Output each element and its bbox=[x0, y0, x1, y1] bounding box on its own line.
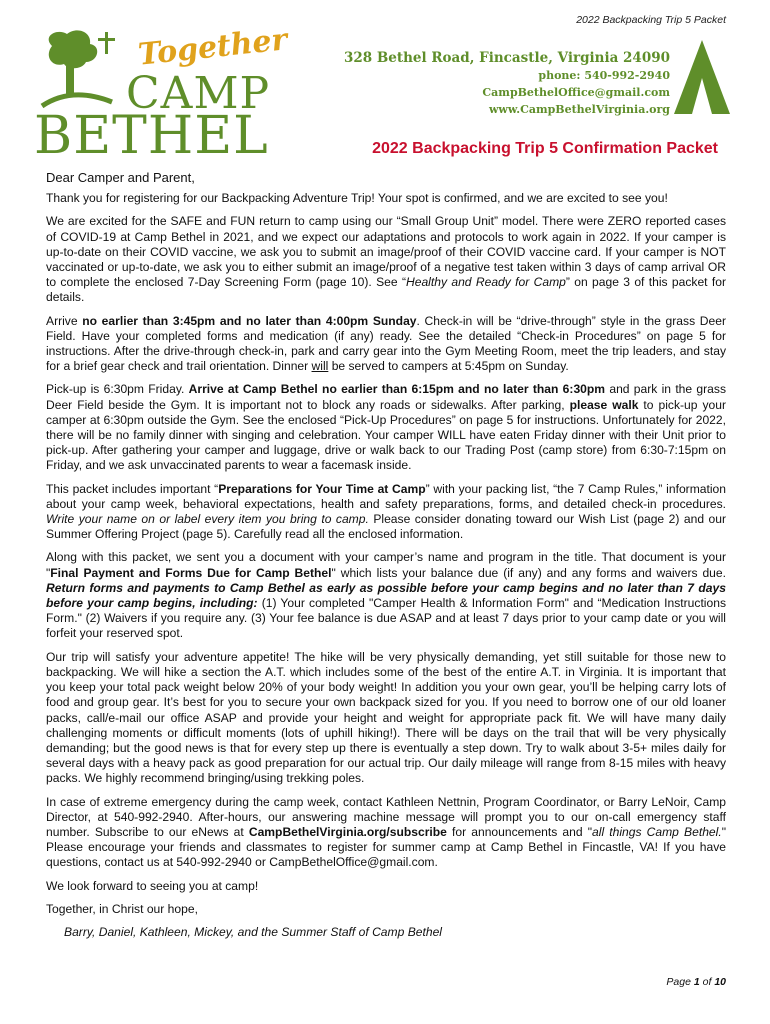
running-header: 2022 Backpacking Trip 5 Packet bbox=[576, 14, 726, 26]
subscribe-link[interactable]: CampBethelVirginia.org/subscribe bbox=[248, 824, 447, 839]
tent-logo-icon bbox=[672, 38, 732, 116]
text-bold: no earlier than 3:45pm and no later than 4:00pm Sunday bbox=[82, 313, 417, 328]
text: Pick-up is 6:30pm Friday. bbox=[46, 382, 189, 397]
letter-body bbox=[46, 170, 726, 948]
email: CampBethelOffice@gmail.com bbox=[482, 86, 670, 99]
paragraph-thanks: Thank you for registering for our Backpacking Adventure Trip! Your spot is confirmed, and we are excited to see you! bbox=[46, 191, 668, 206]
paragraph-closing: We look forward to seeing you at camp! bbox=[46, 878, 259, 893]
text-bold: Final Payment and Forms Due for Camp Bethel bbox=[50, 565, 332, 580]
text-bold: Arrive at Camp Bethel no earlier than 6:15pm and no later than 6:30pm bbox=[188, 382, 606, 397]
page-title: 2022 Backpacking Trip 5 Confirmation Packet bbox=[372, 140, 718, 157]
contact-block bbox=[344, 50, 670, 118]
text-emphasis: Healthy and Ready for Camp bbox=[406, 275, 566, 290]
website: www.CampBethelVirginia.org bbox=[488, 103, 670, 116]
text: In case of extreme emergency during the camp week, contact Kathleen Nettnin, Program Coordinator, or Barry LeNoir, Camp Director, at 540-992-2940. After-hours, our answering machine message will prompt you to our on-call emergency staff number. Subscribe to our eNews at bbox=[46, 794, 726, 839]
page-number bbox=[666, 976, 726, 988]
text: for announcements and " bbox=[446, 824, 593, 839]
camp-bethel-logo bbox=[28, 22, 289, 166]
page-total: 10 bbox=[714, 976, 726, 988]
text-bold: Preparations for Your Time at Camp bbox=[218, 481, 426, 496]
text: Arrive bbox=[46, 313, 83, 328]
text: ” with your packing list, “the 7 Camp Rules,” information about your camp week, behavioral expectations, health and safety preparations, forms, and detailed check-in procedures. bbox=[46, 481, 726, 511]
phone: phone: 540-992-2940 bbox=[538, 69, 670, 82]
paragraph-covid bbox=[46, 214, 726, 305]
text: This packet includes important “ bbox=[46, 481, 219, 496]
text: to pick-up your camper at 6:30pm outside the Gym. See the enclosed “Pick-Up Procedures” on page 5 for instructions. Unfortunately for 2022, there will be no family dinner with singing and celebration. Your camper WILL have eaten Friday dinner with their Unit prior to pick-up. After gathering your camper and luggage, drive or walk back to our Trading Post (camp store) from 6:30-7:15pm on Friday, and we ask unvaccinated parents to wear a facemask inside. bbox=[46, 397, 726, 473]
logo-together: Together bbox=[136, 22, 289, 73]
paragraph-payment bbox=[46, 550, 726, 641]
text: ” on page 3 of this packet for details. bbox=[46, 275, 726, 305]
tree-cross-icon bbox=[32, 26, 132, 116]
paragraph-emergency bbox=[46, 795, 726, 871]
text-emphasis: all things Camp Bethel. bbox=[592, 824, 722, 839]
text: Please consider donating toward our Wish List (page 2) and our Summer Offering Project (page 5). Carefully read all the enclosed information. bbox=[46, 512, 726, 542]
text-emphasis: Write your name on or label every item you bring to camp. bbox=[46, 512, 369, 527]
logo-camp: CAMP bbox=[126, 68, 271, 119]
paragraph-pickup bbox=[46, 382, 726, 473]
page-current: 1 bbox=[693, 976, 700, 988]
paragraph-packet bbox=[46, 482, 726, 543]
text-underline: will bbox=[311, 359, 329, 374]
page-prefix: Page bbox=[666, 976, 694, 988]
page-of: of bbox=[699, 976, 715, 988]
address: 328 Bethel Road, Fincastle, Virginia 24090 bbox=[343, 50, 670, 66]
text: (1) Your completed "Camper Health & Information Form" and “Medication Instructions Form." (2) Waivers if you require any. (3) Your fee balance is due ASAP and at least 7 days prior to your camp date or you will forfeit your reserved spot. bbox=[46, 596, 726, 641]
signature: Barry, Daniel, Kathleen, Mickey, and the Summer Staff of Camp Bethel bbox=[64, 924, 442, 939]
paragraph-arrival bbox=[46, 314, 726, 375]
paragraph-valediction: Together, in Christ our hope, bbox=[46, 901, 198, 916]
text: and park in the grass Deer Field beside the Gym. It is important not to block any roads or sidewalks. After parking, bbox=[46, 382, 726, 412]
text: Along with this packet, we sent you a document with your camper’s name and program in the title. That document is your " bbox=[46, 550, 726, 580]
text: be served to campers at 5:45pm on Sunday. bbox=[328, 359, 569, 374]
text-bold: please walk bbox=[569, 397, 639, 412]
paragraph-trip: Our trip will satisfy your adventure appetite! The hike will be very physically demanding, yet still suitable for those new to backpacking. We will hike a section the A.T. which includes some of the best of the entire A.T. in Virginia. It is important that you keep your total pack weight below 20% of your body weight! In addition you your own gear, you’ll be helping carry lots of food and group gear. It’s best for you to secure your own backpack sized for you. If you need to borrow one of our old loaner packs, call/e-mail our office ASAP and provide your height and weight for appropriate pack fit. We will have many daily challenging moments or difficult moments (lots of uphill hiking!). There will be days on the trail that will be very physically demanding; but the good news is that for every step up there is eventually a step down. Try to walk about 3-5+ miles daily for several days with a heavy pack as good preparation for our actual trip. Our daily mileage will range from 8-15 miles with heavy packs. We highly recommend bringing/using trekking poles. bbox=[46, 649, 726, 786]
text-bold-italic: Return forms and payments to Camp Bethel as early as possible before your camp begins and no later than 7 days before your camp begins, including: bbox=[46, 580, 726, 611]
text: " which lists your balance due (if any) and any forms and waivers due. bbox=[331, 565, 726, 580]
text: " Please encourage your friends and classmates to register for summer camp at Camp Bethel in Fincastle, VA! If you have questions, contact us at 540-992-2940 or CampBethelOffice@gmail.com. bbox=[46, 824, 726, 870]
text: . Check-in will be “drive-through” style in the grass Deer Field. Have your completed forms and medication (if any) ready. See the detailed “Check-in Procedures” on page 5 for instructions. After the drive-through check-in, park and carry gear into the Gym Meeting Room, meet the trip leaders, and stay for a brief gear check and trail orientation. Dinner bbox=[46, 313, 726, 374]
greeting: Dear Camper and Parent, bbox=[46, 170, 195, 185]
logo-bethel: BETHEL bbox=[34, 106, 269, 166]
text: We are excited for the SAFE and FUN return to camp using our “Small Group Unit” model. There were ZERO reported cases of COVID-19 at Camp Bethel in 2021, and we expect our adaptations and protocols to work again in 2022. If your camper is up-to-date on their COVID vaccine, we ask you to submit an image/proof of their COVID vaccine card. If your camper is NOT vaccinated or up-to-date, we ask you to either submit an image/proof of a negative test taken within 3 days of camp arrival OR to complete the enclosed 7-Day Screening Form (page 10). See “ bbox=[46, 214, 726, 290]
